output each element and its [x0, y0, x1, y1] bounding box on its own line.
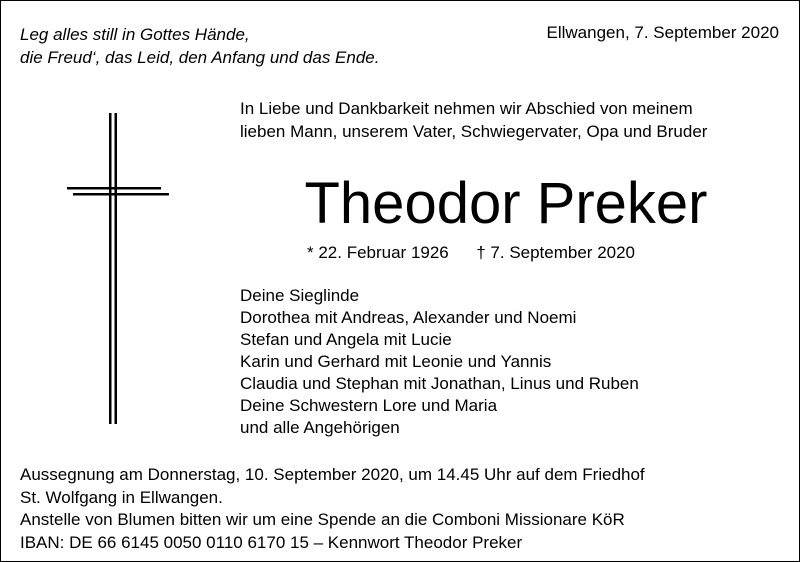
birth-date: * 22. Februar 1926 — [307, 243, 449, 262]
mourner-line: Deine Schwestern Lore und Maria — [240, 396, 498, 415]
service-line-1: Aussegnung am Donnerstag, 10. September 2020, um 14.45 Uhr auf dem Friedhof — [20, 465, 645, 484]
motto-line-2: die Freud‘, das Leid, den Anfang und das Ende. — [20, 48, 380, 67]
place-and-date: Ellwangen, 7. September 2020 — [546, 23, 779, 42]
mourner-line: Deine Sieglinde — [240, 286, 360, 305]
mourner-line: Dorothea mit Andreas, Alexander und Noemi — [240, 308, 577, 327]
donation-line: Anstelle von Blumen bitten wir um eine Spende an die Comboni Missionare KöR — [20, 510, 625, 529]
death-date: † 7. September 2020 — [476, 243, 636, 262]
iban-line: IBAN: DE 66 6145 0050 0110 6170 15 – Kennwort Theodor Preker — [20, 532, 523, 552]
motto-verse — [20, 23, 379, 69]
intro-line-1: In Liebe und Dankbarkeit nehmen wir Abschied von meinem — [240, 99, 693, 118]
service-and-donation-info — [20, 464, 645, 554]
mourners-list — [240, 285, 639, 439]
farewell-intro — [240, 97, 707, 143]
cross-upright-left — [109, 113, 112, 424]
motto-line-1: Leg alles still in Gottes Hände, — [20, 25, 250, 44]
life-dates — [307, 241, 635, 264]
mourner-line: und alle Angehörigen — [240, 418, 400, 437]
deceased-name: Theodor Preker — [304, 171, 708, 236]
intro-line-2: lieben Mann, unserem Vater, Schwiegervater, Opa und Bruder — [240, 122, 708, 141]
service-line-2: St. Wolfgang in Ellwangen. — [20, 487, 223, 507]
mourner-line: Stefan und Angela mit Lucie — [240, 330, 452, 349]
mourner-line: Claudia und Stephan mit Jonathan, Linus und Ruben — [240, 374, 639, 393]
mourner-line: Karin und Gerhard mit Leonie und Yannis — [240, 352, 552, 371]
cross-icon — [65, 111, 171, 427]
cross-upright-right — [115, 113, 118, 424]
